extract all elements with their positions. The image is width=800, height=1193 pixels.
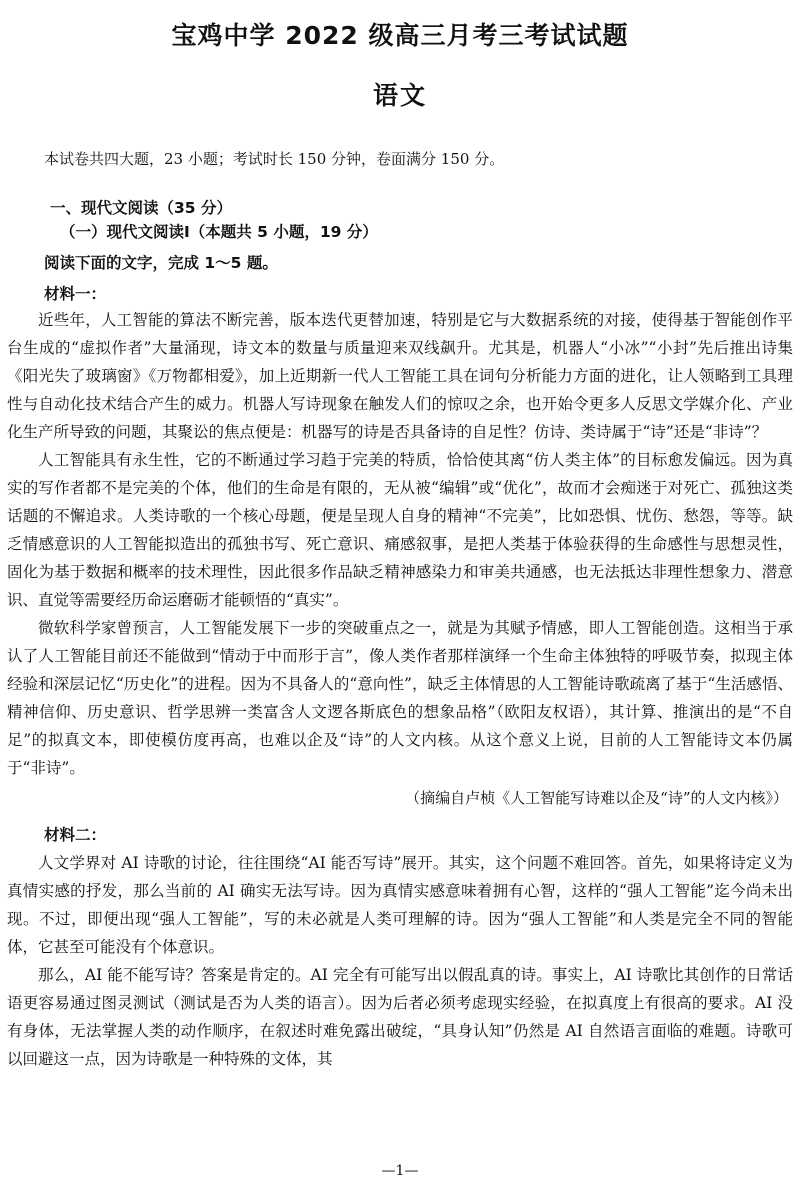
material-one-body: [7, 306, 793, 782]
section-heading: 一、现代文阅读（35 分）: [50, 199, 232, 217]
material-two-label: 材料二：: [44, 826, 107, 844]
paragraph: 那么，AI 能不能写诗？答案是肯定的。AI 完全有可能写出以假乱真的诗。事实上，AI 诗歌比其创作的日常话语更容易通过图灵测试（测试是否为人类的语言）。因为后者必须考虑现实经验，在拟真度上有很高的要求。AI 没有身体，无法掌握人类的动作顺序，在叙述时难免露出破绽，“具身认知”仍然是 AI 自然语言面临的难题。诗歌可以回避这一点，因为诗歌是一种特殊的文体，其: [7, 966, 793, 1068]
exam-info: 本试卷共四大题，23 小题；考试时长 150 分钟，卷面满分 150 分。: [44, 150, 505, 168]
paragraph: 人工智能具有永生性，它的不断通过学习趋于完美的特质，恰恰使其离“仿人类主体”的目标愈发偏远。因为真实的写作者都不是完美的个体，他们的生命是有限的，无从被“编辑”或“优化”，故而才会痴迷于对死亡、孤独这类话题的不懈追求。人类诗歌的一个核心母题，便是呈现人自身的精神“不完美”，比如恐惧、忧伤、愁怨，等等。缺乏情感意识的人工智能拟造出的孤独书写、死亡意识、痛感叙事，是把人类基于体验获得的生命感性与思想灵性，固化为基于数据和概率的技术理性，因此很多作品缺乏精神感染力和审美共通感，也无法抵达非理性想象力、潜意识、直觉等需要经历命运磨砺才能顿悟的“真实”。: [7, 451, 793, 609]
paragraph: 近些年，人工智能的算法不断完善，版本迭代更替加速，特别是它与大数据系统的对接，使得基于智能创作平台生成的“虚拟作者”大量涌现，诗文本的数量与质量迎来双线飙升。尤其是，机器人“小冰”“小封”先后推出诗集《阳光失了玻璃窗》《万物都相爱》，加上近期新一代人工智能工具在词句分析能力方面的进化，让人领略到工具理性与自动化技术结合产生的威力。机器人写诗现象在触发人们的惊叹之余，也开始令更多人反思文学媒介化、产业化生产所导致的问题，其聚讼的焦点便是：机器写的诗是否具备诗的自足性？仿诗、类诗属于“诗”还是“非诗”？: [7, 311, 793, 441]
reading-instruction: 阅读下面的文字，完成 1～5 题。: [44, 254, 278, 272]
subject-title: 语文: [372, 81, 427, 110]
page-number: —1—: [381, 1163, 419, 1179]
subsection-heading: （一）现代文阅读Ⅰ（本题共 5 小题，19 分）: [60, 223, 378, 241]
exam-title: 宝鸡中学 2022 级高三月考三考试试题: [171, 21, 629, 50]
paragraph: 人文学界对 AI 诗歌的讨论，往往围绕“AI 能否写诗”展开。其实，这个问题不难回答。首先，如果将诗定义为真情实感的抒发，那么当前的 AI 确实无法写诗。因为真情实感意味着拥有心智，这样的“强人工智能”迄今尚未出现。不过，即便出现“强人工智能”，写的未必就是人类可理解的诗。因为“强人工智能”和人类是完全不同的智能体，它甚至可能没有个体意识。: [7, 854, 793, 956]
paragraph: 微软科学家曾预言，人工智能发展下一步的突破重点之一，就是为其赋予情感，即人工智能创造。这相当于承认了人工智能目前还不能做到“情动于中而形于言”，像人类作者那样演绎一个生命主体独特的呼吸节奏，拟现主体经验和深层记忆“历史化”的进程。因为不具备人的“意向性”，缺乏主体情思的人工智能诗歌疏离了基于“生活感悟、精神信仰、历史意识、哲学思辨一类富含人文逻各斯底色的想象品格”（欧阳友权语），其计算、推演出的是“不自足”的拟真文本，即使模仿度再高，也难以企及“诗”的人文内核。从这个意义上说，目前的人工智能诗文本仍属于“非诗”。: [7, 619, 793, 777]
material-two-body: [7, 849, 793, 1073]
source-citation: （摘编自卢桢《人工智能写诗难以企及“诗”的人文内核》）: [405, 789, 788, 807]
material-one-label: 材料一：: [44, 285, 107, 303]
